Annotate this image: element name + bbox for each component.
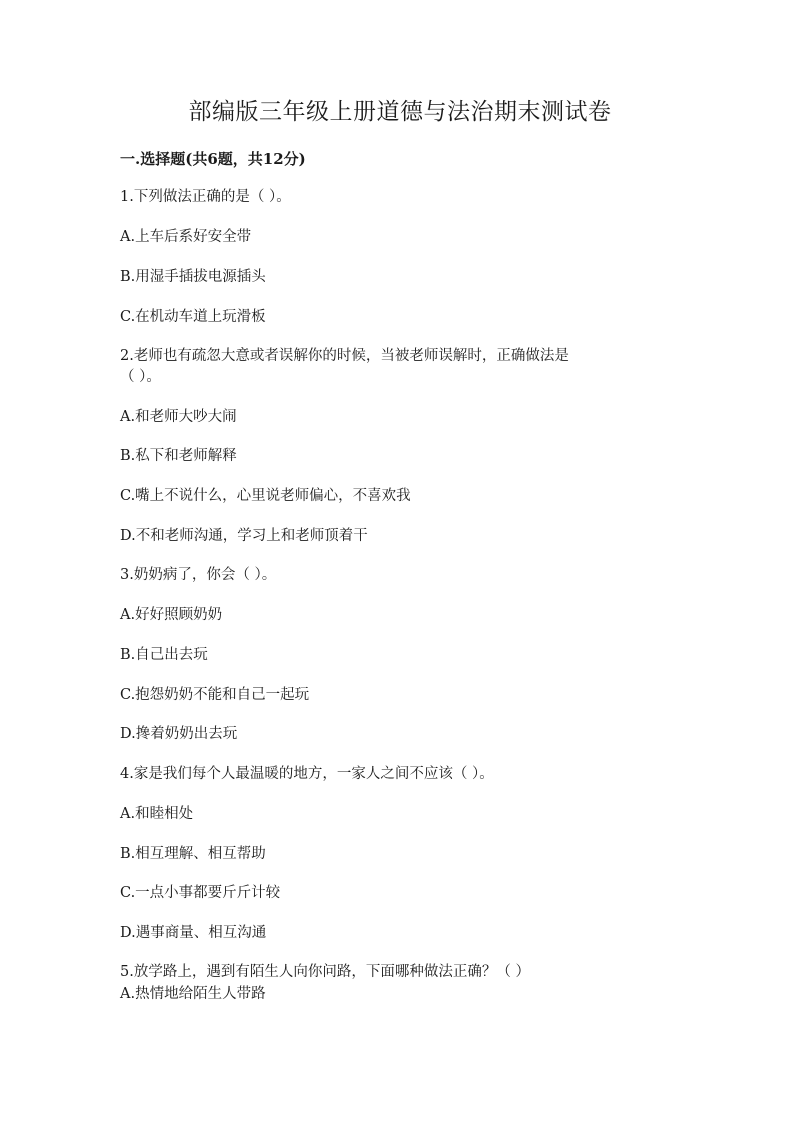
question-2-option-c: C.嘴上不说什么，心里说老师偏心，不喜欢我 bbox=[120, 488, 411, 504]
question-2-option-d: D.不和老师沟通，学习上和老师顶着干 bbox=[120, 528, 368, 544]
question-1-stem: 1.下列做法正确的是（ ）。 bbox=[120, 189, 291, 205]
question-1-option-c: C.在机动车道上玩滑板 bbox=[120, 309, 266, 325]
question-5-stem: 5.放学路上，遇到有陌生人向你问路，下面哪种做法正确？（ ） bbox=[120, 964, 530, 980]
question-1-option-b: B.用湿手插拔电源插头 bbox=[120, 269, 266, 285]
question-1-option-a: A.上车后系好安全带 bbox=[120, 229, 252, 245]
question-4-option-b: B.相互理解、相互帮助 bbox=[120, 846, 266, 862]
question-3-option-b: B.自己出去玩 bbox=[120, 647, 208, 663]
question-5-option-a: A.热情地给陌生人带路 bbox=[120, 986, 266, 1002]
section-heading: 一.选择题(共6题，共12分) bbox=[120, 150, 306, 168]
question-3-option-c: C.抱怨奶奶不能和自己一起玩 bbox=[120, 687, 310, 703]
question-4-option-c: C.一点小事都要斤斤计较 bbox=[120, 885, 281, 901]
question-4-option-a: A.和睦相处 bbox=[120, 806, 194, 822]
question-3-option-a: A.好好照顾奶奶 bbox=[120, 607, 223, 623]
question-4-stem: 4.家是我们每个人最温暖的地方，一家人之间不应该（ ）。 bbox=[120, 766, 494, 782]
question-2-option-b: B.私下和老师解释 bbox=[120, 448, 237, 464]
question-2-stem-line-1: 2.老师也有疏忽大意或者误解你的时候，当被老师误解时，正确做法是 bbox=[120, 348, 569, 364]
question-3-option-d: D.搀着奶奶出去玩 bbox=[120, 726, 238, 742]
question-4-option-d: D.遇事商量、相互沟通 bbox=[120, 925, 267, 941]
question-2-stem-line-2: （ ）。 bbox=[120, 369, 161, 385]
question-2-option-a: A.和老师大吵大闹 bbox=[120, 409, 237, 425]
exam-title: 部编版三年级上册道德与法治期末测试卷 bbox=[188, 99, 612, 125]
question-3-stem: 3.奶奶病了，你会（ ）。 bbox=[120, 567, 277, 583]
